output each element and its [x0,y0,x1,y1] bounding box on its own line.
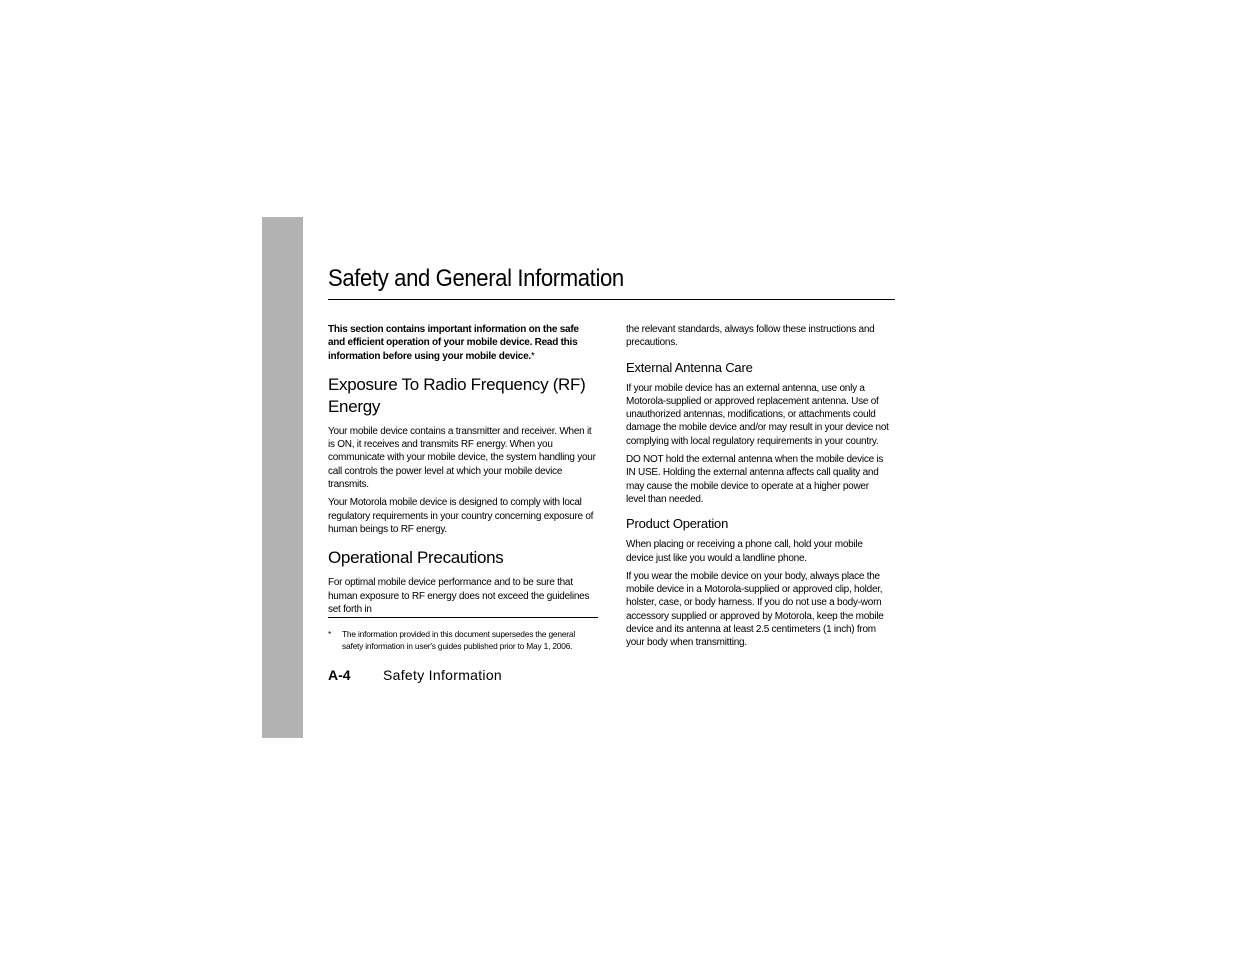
product-operation-heading: Product Operation [626,516,729,532]
page-footer [328,666,502,684]
page-number: A-4 [328,667,351,683]
operational-precautions-heading: Operational Precautions [328,548,504,568]
antenna-paragraph-1: If your mobile device has an external antenna, use only a Motorola-supplied or approved replacement antenna. Use of unauthorized antennas, modifications, or attachments could damage the mobile device and/or may result in your device not complying with local regulatory requirements in your country. [626,382,889,447]
title-rule [328,299,895,300]
footnote-text: The information provided in this document supersedes the general safety information in user's guides published prior to May 1, 2006. [342,629,576,651]
rf-heading: Exposure To Radio Frequency (RF) Energy [328,374,586,416]
external-antenna-heading: External Antenna Care [626,359,753,375]
product-paragraph-2: If you wear the mobile device on your body, always place the mobile device in a Motorola-supplied or approved clip, holder, holster, case, or body harness. If you do not use a body-worn accessory supplied or approved by Motorola, keep the mobile device and its antenna at least 2.5 centimeters (1 inch) from your body when transmitting. [626,570,884,649]
intro-footnote-mark: * [530,350,535,362]
rf-paragraph-2: Your Motorola mobile device is designed to comply with local regulatory requirements in your country concerning exposure of human beings to RF energy. [328,497,594,535]
footnote-mark: * [328,629,332,639]
intro-paragraph [328,323,598,363]
manual-page [328,262,895,692]
footnote [328,628,598,652]
side-tab [262,217,303,738]
footnote-rule [328,617,598,618]
rf-paragraph-1: Your mobile device contains a transmitter and receiver. When it is ON, it receives and transmits RF energy. When you communicate with your mobile device, the system handling your call controls the power level at which your mobile device transmits. [328,425,596,491]
page-title: Safety and General Information [328,265,624,292]
footer-section-name: Safety Information [383,667,503,683]
left-column [328,323,598,621]
operational-precautions-paragraph: For optimal mobile device performance and to be sure that human exposure to RF energy does not exceed the guidelines set forth in [328,577,590,615]
product-paragraph-1: When placing or receiving a phone call, hold your mobile device just like you would a landline phone. [626,539,863,564]
intro-bold-text: This section contains important information on the safe and efficient operation of your mobile device. Read this information before using your mobile device. [328,324,579,362]
right-column [626,323,890,655]
continued-paragraph: the relevant standards, always follow these instructions and precautions. [626,324,875,349]
antenna-paragraph-2: DO NOT hold the external antenna when the mobile device is IN USE. Holding the external antenna affects call quality and may cause the mobile device to operate at a higher power level than needed. [626,454,884,505]
